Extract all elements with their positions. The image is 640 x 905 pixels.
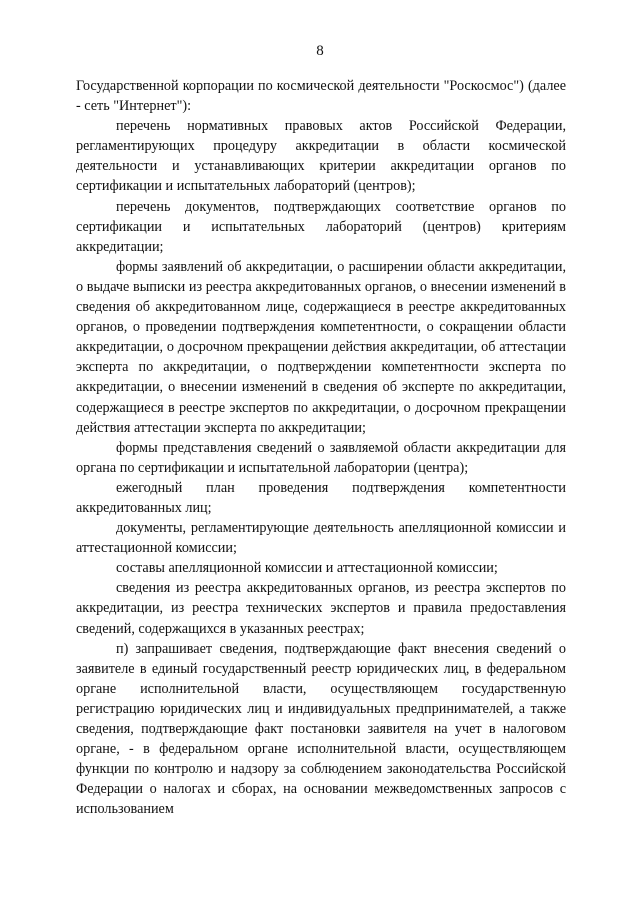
paragraph: документы, регламентирующие деятельность апелляционной комиссии и аттестационной комиссии; xyxy=(76,520,566,557)
paragraph: перечень документов, подтверждающих соответствие органов по сертификации и испытательных лабораторий (центров) критериям аккредитации; xyxy=(76,198,566,255)
paragraph: ежегодный план проведения подтверждения компетентности аккредитованных лиц; xyxy=(76,479,566,516)
document-body xyxy=(76,76,566,819)
paragraph: перечень нормативных правовых актов Российской Федерации, регламентирующих процедуру аккредитации в области космической деятельности и устанавливающих критерии аккредитации органов по сертификации и испытательных лабораторий (центров); xyxy=(76,118,566,195)
paragraph: составы апелляционной комиссии и аттестационной комиссии; xyxy=(116,560,498,577)
page-number: 8 xyxy=(316,43,324,59)
paragraph: формы заявлений об аккредитации, о расширении области аккредитации, о выдаче выписки из реестра аккредитованных органов, о внесении изменений в сведения об аккредитованном лице, содержащиеся в реестре аккредитованных органов, о проведении подтверждения компетентности, о сокращении области аккредитации, о досрочном прекращении действия аккредитации, об аттестации эксперта по аккредитации, о подтверждении компетентности эксперта по аккредитации, о внесении изменений в сведения об эксперте по аккредитации, содержащиеся в реестре экспертов по аккредитации, о досрочном прекращении действия аттестации эксперта по аккредитации; xyxy=(76,258,566,436)
paragraph: п) запрашивает сведения, подтверждающие факт внесения сведений о заявителе в единый государственный реестр юридических лиц, в федеральном органе исполнительной власти, осуществляющем государственную регистрацию юридических лиц и индивидуальных предпринимателей, а также сведения, подтверждающие факт постановки заявителя на учет в налоговом органе, - в федеральном органе исполнительной власти, осуществляющем функции по контролю и надзору за соблюдением законодательства Российской Федерации о налогах и сборах, на основании межведомственных запросов с использованием xyxy=(76,640,566,818)
paragraph: сведения из реестра аккредитованных органов, из реестра экспертов по аккредитации, из реестра технических экспертов и правила предоставления сведений, содержащихся в указанных реестрах; xyxy=(76,580,566,637)
paragraph: формы представления сведений о заявляемой области аккредитации для органа по сертификации и испытательной лаборатории (центра); xyxy=(76,439,566,476)
paragraph: Государственной корпорации по космической деятельности "Роскосмос") (далее - сеть "Интернет"): xyxy=(76,78,566,115)
